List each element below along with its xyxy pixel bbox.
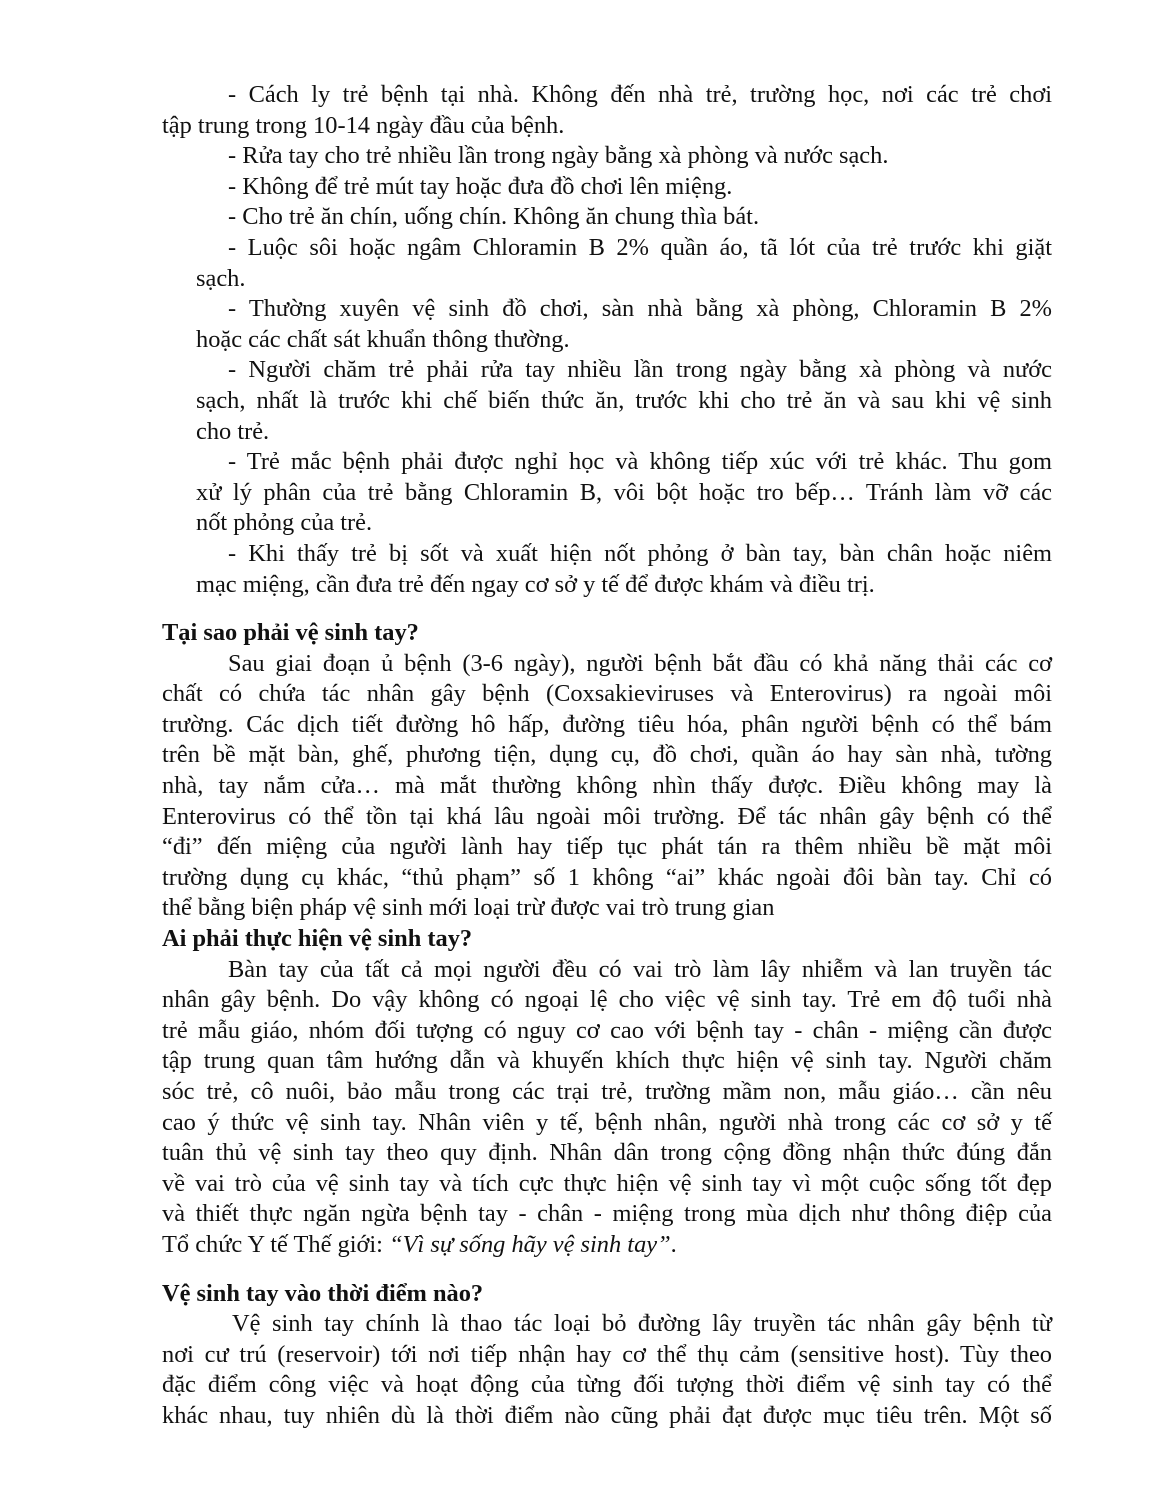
bullet-line: - Không để trẻ mút tay hoặc đưa đồ chơi lên miệng. xyxy=(228,172,733,200)
paragraph-line: trường dụng cụ khác, “thủ phạm” số 1 không “ai” khác ngoài đôi bàn tay. Chỉ có xyxy=(162,863,1052,891)
bullet-line: - Cho trẻ ăn chín, uống chín. Không ăn chung thìa bát. xyxy=(228,203,760,231)
paragraph-line: thể bằng biện pháp vệ sinh mới loại trừ được vai trò trung gian xyxy=(162,894,775,922)
bullet-line: sạch, nhất là trước khi chế biến thức ăn, trước khi cho trẻ ăn và sau khi vệ sinh xyxy=(196,386,1052,414)
section-why-handwashing xyxy=(162,618,1052,924)
paragraph-line: khác nhau, tuy nhiên dù là thời điểm nào cũng phải đạt được mục tiêu trên. Một số xyxy=(162,1401,1052,1429)
bullet-line: sạch. xyxy=(196,264,246,292)
bullet-line: xử lý phân của trẻ bằng Chloramin B, vôi bột hoặc tro bếp… Tránh làm vỡ các xyxy=(196,478,1052,506)
bullet-line: - Trẻ mắc bệnh phải được nghỉ học và không tiếp xúc với trẻ khác. Thu gom xyxy=(228,448,1052,476)
who-slogan-quote: “Vì sự sống hãy vệ sinh tay” xyxy=(389,1230,671,1258)
paragraph-line: trẻ mẫu giáo, nhóm đối tượng có nguy cơ cao với bệnh tay - chân - miệng cần được xyxy=(162,1016,1052,1044)
section-who-handwashing xyxy=(162,924,1052,1261)
bullet-line: - Rửa tay cho trẻ nhiều lần trong ngày bằng xà phòng và nước sạch. xyxy=(228,142,889,170)
paragraph-line: “đi” đến miệng của người lành hay tiếp tục phát tán ra thêm nhiều bề mặt môi xyxy=(162,833,1052,861)
paragraph-line: nhà, tay nắm cửa… mà mắt thường không nhìn thấy được. Điều không may là xyxy=(162,772,1052,800)
bullet-line: - Cách ly trẻ bệnh tại nhà. Không đến nhà trẻ, trường học, nơi các trẻ chơi xyxy=(228,81,1052,108)
paragraph-line: nhân gây bệnh. Do vậy không có ngoại lệ cho việc vệ sinh tay. Trẻ em độ tuổi nhà xyxy=(162,986,1052,1014)
paragraph-line-with-quote xyxy=(162,1230,1052,1261)
bullet-line: - Luộc sôi hoặc ngâm Chloramin B 2% quần áo, tã lót của trẻ trước khi giặt xyxy=(228,233,1052,261)
document-page xyxy=(162,80,1052,1432)
quote-prefix: Tổ chức Y tế Thế giới: xyxy=(162,1230,390,1258)
paragraph-line: trường. Các dịch tiết đường hô hấp, đường tiêu hóa, phân người bệnh có thể bám xyxy=(162,710,1052,738)
paragraph-line: tuân thủ vệ sinh tay theo quy định. Nhân dân trong cộng đồng nhận thức đúng đắn xyxy=(162,1139,1052,1167)
paragraph-line: đặc điểm công việc và hoạt động của từng đối tượng thời điểm vệ sinh tay có thể xyxy=(162,1371,1052,1399)
prevention-bullet-list xyxy=(162,80,1052,600)
paragraph-line: chất có chứa tác nhân gây bệnh (Coxsakieviruses và Enterovirus) ra ngoài môi xyxy=(162,680,1052,708)
section-heading: Vệ sinh tay vào thời điểm nào? xyxy=(162,1279,484,1307)
bullet-line: mạc miệng, cần đưa trẻ đến ngay cơ sở y tế để được khám và điều trị. xyxy=(196,570,875,598)
quote-suffix: . xyxy=(670,1230,677,1258)
bullet-line: - Khi thấy trẻ bị sốt và xuất hiện nốt phỏng ở bàn tay, bàn chân hoặc niêm xyxy=(228,539,1052,567)
paragraph-line: nơi cư trú (reservoir) tới nơi tiếp nhận hay cơ thể thụ cảm (sensitive host). Tùy theo xyxy=(162,1340,1052,1368)
bullet-line: cho trẻ. xyxy=(196,417,270,445)
paragraph-line: tập trung quan tâm hướng dẫn và khuyến khích thực hiện vệ sinh tay. Người chăm xyxy=(162,1047,1052,1075)
bullet-line: nốt phỏng của trẻ. xyxy=(196,509,373,537)
paragraph-line: Bàn tay của tất cả mọi người đều có vai trò làm lây nhiễm và lan truyền tác xyxy=(228,955,1052,983)
bullet-line: - Người chăm trẻ phải rửa tay nhiều lần trong ngày bằng xà phòng và nước xyxy=(228,356,1052,384)
bullet-line: tập trung trong 10-14 ngày đầu của bệnh. xyxy=(162,111,565,139)
paragraph-line: cao ý thức vệ sinh tay. Nhân viên y tế, bệnh nhân, người nhà trong các cơ sở y tế xyxy=(162,1108,1052,1136)
section-heading: Tại sao phải vệ sinh tay? xyxy=(162,619,419,647)
paragraph-line: Enterovirus có thể tồn tại khá lâu ngoài môi trường. Để tác nhân gây bệnh có thể xyxy=(162,802,1052,830)
paragraph-line: Sau giai đoạn ủ bệnh (3-6 ngày), người bệnh bắt đầu có khả năng thải các cơ xyxy=(228,649,1052,677)
paragraph-line: trên bề mặt bàn, ghế, phương tiện, dụng cụ, đồ chơi, quần áo hay sàn nhà, tường xyxy=(162,741,1052,769)
paragraph-line: và thiết thực ngăn ngừa bệnh tay - chân - miệng trong mùa dịch như thông điệp của xyxy=(162,1200,1052,1228)
bullet-line: hoặc các chất sát khuẩn thông thường. xyxy=(196,325,570,353)
paragraph-line: về vai trò của vệ sinh tay và tích cực thực hiện vệ sinh tay vì một cuộc sống tốt đẹp xyxy=(162,1169,1052,1197)
section-when-handwashing xyxy=(162,1279,1052,1432)
bullet-line: - Thường xuyên vệ sinh đồ chơi, sàn nhà bằng xà phòng, Chloramin B 2% xyxy=(228,295,1052,323)
paragraph-line: Vệ sinh tay chính là thao tác loại bỏ đường lây truyền tác nhân gây bệnh từ xyxy=(232,1310,1052,1338)
section-heading: Ai phải thực hiện vệ sinh tay? xyxy=(162,925,473,953)
paragraph-line: sóc trẻ, cô nuôi, bảo mẫu trong các trại trẻ, trường mầm non, mẫu giáo… cần nêu xyxy=(162,1078,1052,1105)
